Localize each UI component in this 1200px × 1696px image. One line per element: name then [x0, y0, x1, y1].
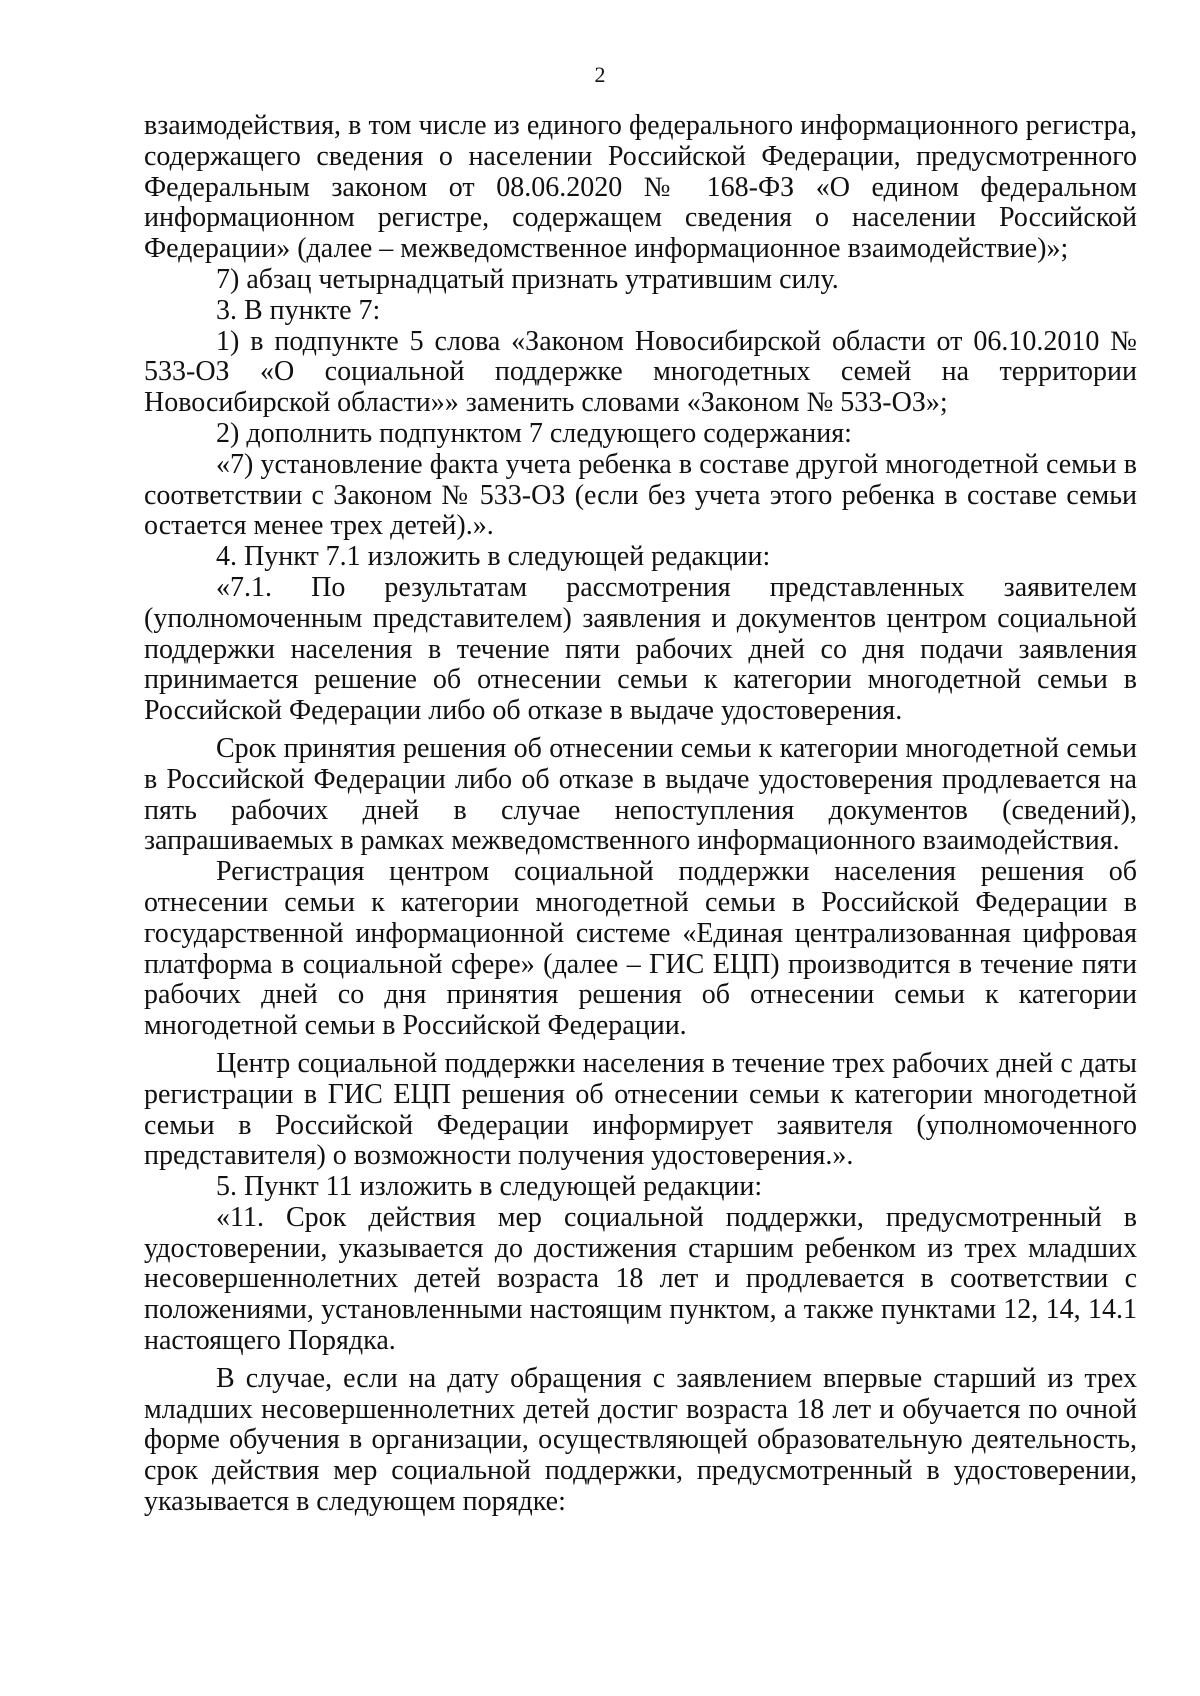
- paragraph-subitem-7: 7) абзац четырнадцатый признать утратившим силу.: [216, 263, 839, 295]
- paragraph-item-4-heading: 4. Пункт 7.1 изложить в следующей редакции:: [216, 541, 771, 573]
- paragraph-new-subitem-7: «7) установление факта учета ребенка в составе другой многодетной семьи в соответствии с Законом № 533-ОЗ (если без учета этого ребенка в составе семьи остается менее трех детей).».: [144, 448, 1137, 542]
- paragraph-clause-7-1: «7.1. По результатам рассмотрения представленных заявителем (уполномоченным представителем) заявления и документов центром социальной поддержки населения в течение пяти рабочих дней со дня подачи заявления принимается решение об отнесении семьи к категории многодетной семьи в Российской Федерации либо об отказе в выдаче удостоверения.: [144, 571, 1137, 727]
- paragraph-item-3-heading: 3. В пункте 7:: [216, 294, 381, 326]
- paragraph-item-3-subitem-2: 2) дополнить подпунктом 7 следующего содержания:: [216, 417, 852, 449]
- paragraph-item-3-subitem-1: 1) в подпункте 5 слова «Законом Новосибирской области от 06.10.2010 № 533-ОЗ «О социальной поддержке многодетных семей на территории Новосибирской области»» заменить словами «Законом № 533-ОЗ»;: [144, 325, 1137, 419]
- paragraph-interagency-continuation: взаимодействия, в том числе из единого федерального информационного регистра, содержащего сведения о населении Российской Федерации, предусмотренного Федеральным законом от 08.06.2020 № 168-ФЗ «О едином федеральном информационном регистре, содержащем сведения о населении Российской Федерации» (далее – межведомственное информационное взаимодействие)»;: [144, 110, 1137, 265]
- page-number: 2: [594, 62, 606, 87]
- paragraph-registration: Регистрация центром социальной поддержки населения решения об отнесении семьи к категории многодетной семьи в Российской Федерации в государственной информационной системе «Единая централизованная цифровая платформа в социальной сфере» (далее – ГИС ЕЦП) производится в течение пяти рабочих дней со дня принятия решения об отнесении семьи к категории многодетной семьи в Российской Федерации.: [144, 856, 1137, 1042]
- paragraph-decision-term: Срок принятия решения об отнесении семьи к категории многодетной семьи в Российской Федерации либо об отказе в выдаче удостоверения продлевается на пять рабочих дней в случае непоступления документов (сведений), запрашиваемых в рамках межведомственного информационного взаимодействия.: [144, 732, 1137, 857]
- paragraph-clause-11: «11. Срок действия мер социальной поддержки, предусмотренный в удостоверении, указывается до достижения старшим ребенком из трех младших несовершеннолетних детей возраста 18 лет и продлевается в соответствии с положениями, установленными настоящим пунктом, а также пунктами 12, 14, 14.1 настоящего Порядка.: [144, 1201, 1137, 1357]
- document-body: [144, 111, 1137, 1518]
- paragraph-notification: Центр социальной поддержки населения в течение трех рабочих дней с даты регистрации в ГИС ЕЦП решения об отнесении семьи к категории многодетной семьи в Российской Федерации информирует заявителя (уполномоченного представителя) о возможности получения удостоверения.».: [144, 1047, 1137, 1172]
- paragraph-eldest-child-case: В случае, если на дату обращения с заявлением впервые старший из трех младших несовершеннолетних детей достиг возраста 18 лет и обучается по очной форме обучения в организации, осуществляющей образовательную деятельность, срок действия мер социальной поддержки, предусмотренный в удостоверении, указывается в следующем порядке:: [144, 1362, 1137, 1518]
- paragraph-item-5-heading: 5. Пункт 11 изложить в следующей редакции:: [216, 1171, 763, 1203]
